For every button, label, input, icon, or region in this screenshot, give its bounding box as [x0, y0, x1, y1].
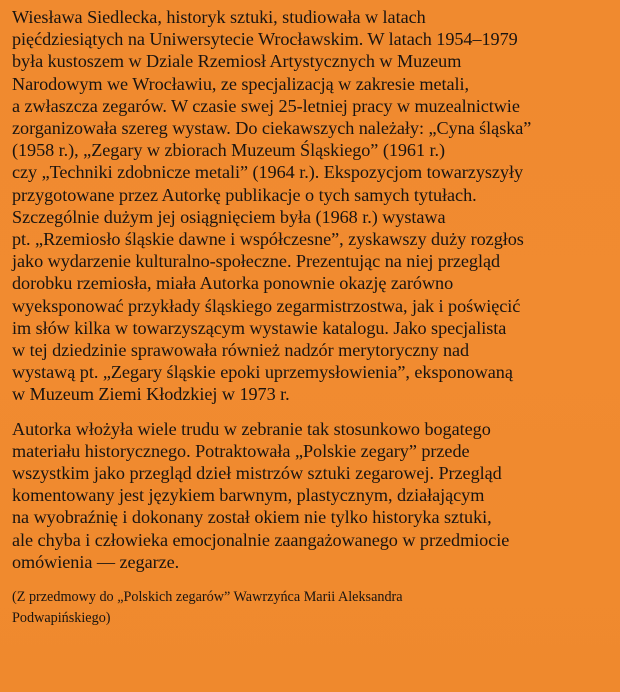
paragraph-biography [12, 6, 608, 406]
text-line: przygotowane przez Autorkę publikacje o tych samych tytułach. [12, 184, 477, 205]
paragraph-spacer [12, 406, 608, 418]
text-line: a zwłaszcza zegarów. W czasie swej 25-letniej pracy w muzealnictwie [12, 95, 520, 116]
text-line: w Muzeum Ziemi Kłodzkiej w 1973 r. [12, 384, 290, 405]
text-line: omówienia — zegarze. [12, 551, 180, 572]
text-line: zorganizowała szereg wystaw. Do ciekawszych należały: „Cyna śląska” [12, 118, 532, 139]
source-citation [12, 587, 608, 629]
text-line: Narodowym we Wrocławiu, ze specjalizacją w zakresie metali, [12, 73, 470, 94]
text-line: wystawą pt. „Zegary śląskie epoki uprzemysłowienia”, eksponowaną [12, 362, 513, 383]
text-line: Wiesława Siedlecka, historyk sztuki, studiowała w latach [12, 7, 426, 27]
text-line: (1958 r.), „Zegary w zbiorach Muzeum Śląskiego” (1961 r.) [12, 140, 446, 161]
text-line: wszystkim jako przegląd dzieł mistrzów sztuki zegarowej. Przegląd [12, 463, 502, 484]
text-line: Autorka włożyła wiele trudu w zebranie tak stosunkowo bogatego [12, 418, 491, 439]
text-line: jako wydarzenie kulturalno-społeczne. Prezentując na niej przegląd [12, 251, 501, 272]
text-line: wyeksponować przykłady śląskiego zegarmistrzostwa, jak i poświęcić [12, 295, 521, 316]
text-line: im słów kilka w towarzyszącym wystawie katalogu. Jako specjalista [12, 317, 507, 338]
text-line: pięćdziesiątych na Uniwersytecie Wrocławskim. W latach 1954–1979 [12, 29, 518, 50]
text-line: Szczególnie dużym jej osiągnięciem była (1968 r.) wystawa [12, 206, 446, 227]
text-line: komentowany jest językiem barwnym, plastycznym, działającym [12, 485, 485, 506]
citation-line: (Z przedmowy do „Polskich zegarów” Wawrzyńca Marii Aleksandra [12, 589, 403, 606]
text-line: w tej dziedzinie sprawowała również nadzór merytoryczny nad [12, 340, 470, 361]
text-line: ale chyba i człowieka emocjonalnie zaangażowanego w przedmiocie [12, 529, 510, 550]
paragraph-assessment [12, 418, 608, 573]
text-line: na wyobraźnię i dokonany został okiem nie tylko historyka sztuki, [12, 507, 492, 528]
citation-line: Podwapińskiego) [12, 610, 111, 627]
text-line: dorobku rzemiosła, miała Autorka ponownie okazję zarówno [12, 273, 454, 294]
text-line: była kustoszem w Dziale Rzemiosł Artystycznych w Muzeum [12, 51, 462, 72]
text-line: czy „Techniki zdobnicze metali” (1964 r.). Ekspozycjom towarzyszyły [12, 162, 524, 183]
text-line: materiału historycznego. Potraktowała „Polskie zegary” przede [12, 440, 470, 461]
text-line: pt. „Rzemiosło śląskie dawne i współczesne”, zyskawszy duży rozgłos [12, 229, 524, 250]
